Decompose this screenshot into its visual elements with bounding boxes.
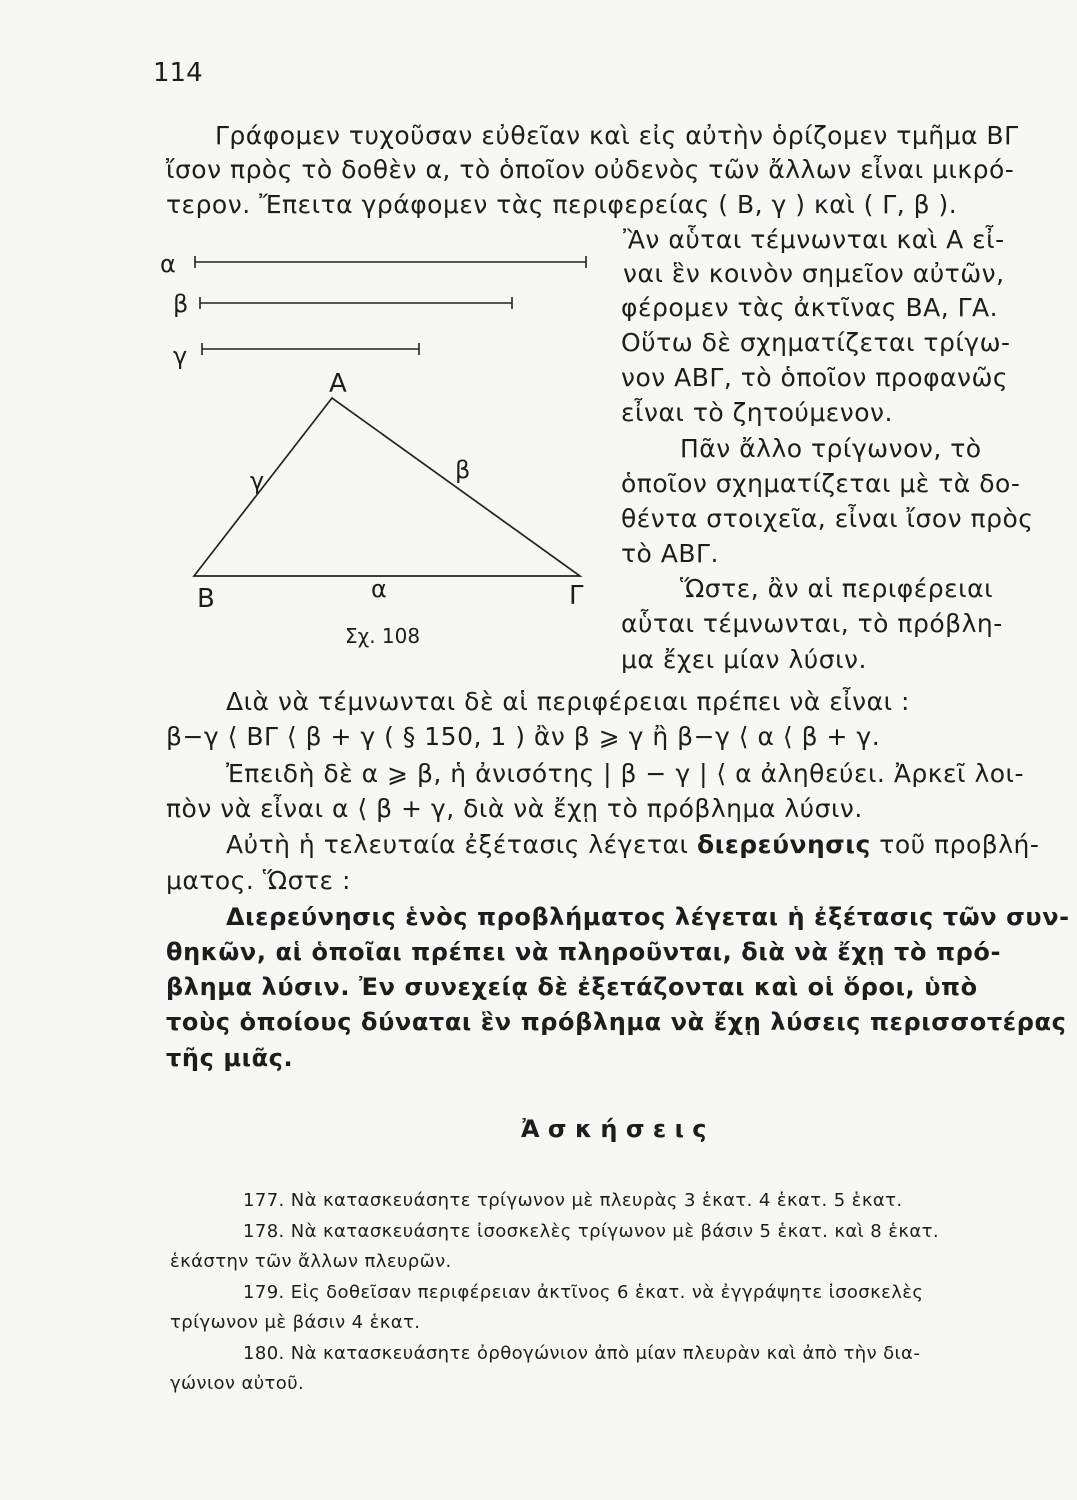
side-line: μα ἔχει μίαν λύσιν. [621, 645, 867, 674]
side-line: φέρομεν τὰς ἀκτῖνας ΒΑ, ΓΑ. [621, 293, 999, 322]
segment-label-alpha: α [160, 250, 176, 278]
definition-line: τῆς μιᾶς. [166, 1044, 294, 1072]
figure-108 [150, 245, 610, 665]
exercises-title: Ἀ σ κ ή σ ε ι ς [521, 1115, 707, 1143]
exercise-line: γώνιον αὐτοῦ. [170, 1373, 305, 1394]
side-line: θέντα στοιχεῖα, εἶναι ἴσον πρὸς [621, 504, 1034, 533]
exercise-line: 180. Νὰ κατασκευάσητε ὀρθογώνιον ἀπὸ μίαν πλευρὰν καὶ ἀπὸ τὴν δια- [243, 1343, 921, 1364]
figure-caption: Σχ. 108 [345, 624, 421, 648]
exercise-line: 179. Εἰς δοθεῖσαν περιφέρειαν ἀκτῖνος 6 ἑκατ. νὰ ἐγγράψητε ἰσοσκελὲς [243, 1282, 924, 1303]
side-label-gamma: γ [250, 467, 265, 495]
intro-line: τερον. Ἔπειτα γράφομεν τὰς περιφερείας ( Β, γ ) καὶ ( Γ, β ). [166, 190, 958, 219]
definition-line: Διερεύνησις ἑνὸς προβλήματος λέγεται ἡ ἐξέτασις τῶν συν- [226, 903, 1070, 931]
side-line: Ἂν αὗται τέμνωνται καὶ Α εἶ- [623, 225, 1005, 254]
side-label-beta: β [455, 456, 471, 484]
formula-line: β−γ ⟨ ΒΓ ⟨ β + γ ( § 150, 1 ) ἂν β ⩾ γ ἢ β−γ ⟨ α ⟨ β + γ. [166, 722, 881, 751]
side-label-alpha: α [371, 575, 387, 603]
definition-line: θηκῶν, αἱ ὁποῖαι πρέπει νὰ πληροῦνται, διὰ νὰ ἔχῃ τὸ πρό- [166, 938, 1002, 966]
definition-line: τοὺς ὁποίους δύναται ἓν πρόβλημα νὰ ἔχῃ λύσεις περισσοτέρας [166, 1008, 1067, 1036]
segment-label-gamma: γ [173, 342, 188, 370]
page-number: 114 [153, 58, 203, 88]
since-line: Ἐπειδὴ δὲ α ⩾ β, ἡ ἀνισότης | β − γ | ⟨ α ἀληθεύει. Ἀρκεῖ λοι- [226, 759, 1025, 788]
analysis-line [226, 830, 1039, 859]
side-line: ναι ἓν κοινὸν σημεῖον αὐτῶν, [623, 259, 1005, 288]
analysis-text: τοῦ προβλή- [870, 830, 1040, 859]
side-line: νον ΑΒΓ, τὸ ὁποῖον προφανῶς [621, 363, 1009, 392]
segment-beta [200, 297, 512, 309]
side-line: αὗται τέμνωνται, τὸ πρόβλη- [621, 609, 1003, 638]
intro-line: Γράφομεν τυχοῦσαν εὐθεῖαν καὶ εἰς αὐτὴν ὁρίζομεν τμῆμα ΒΓ [215, 121, 1019, 150]
exercise-line: 178. Νὰ κατασκευάσητε ἰσοσκελὲς τρίγωνον μὲ βάσιν 5 ἑκατ. καὶ 8 ἑκατ. [243, 1221, 940, 1242]
segment-label-beta: β [173, 290, 189, 318]
side-line: Ὥστε, ἂν αἱ περιφέρειαι [680, 574, 994, 603]
intro-line: ἴσον πρὸς τὸ δοθὲν α, τὸ ὁποῖον οὐδενὸς τῶν ἄλλων εἶναι μικρό- [166, 155, 1015, 184]
side-line: τὸ ΑΒΓ. [621, 539, 719, 568]
vertex-g-label: Γ [569, 581, 584, 611]
segment-alpha [195, 256, 586, 268]
exercise-line: 177. Νὰ κατασκευάσητε τρίγωνον μὲ πλευρὰς 3 ἑκατ. 4 ἑκατ. 5 ἑκατ. [243, 1190, 903, 1211]
vertex-b-label: Β [197, 584, 215, 614]
exercise-line: τρίγωνον μὲ βάσιν 4 ἑκατ. [170, 1312, 421, 1333]
vertex-a-label: Α [329, 369, 347, 399]
exercise-line: ἑκάστην τῶν ἄλλων πλευρῶν. [170, 1251, 452, 1272]
analysis-text: Αὐτὴ ἡ τελευταία ἐξέτασις λέγεται [226, 830, 697, 859]
side-line: Πᾶν ἄλλο τρίγωνον, τὸ [680, 434, 982, 463]
analysis-line: ματος. Ὥστε : [166, 866, 351, 895]
side-line: εἶναι τὸ ζητούμενον. [621, 398, 893, 427]
segment-gamma [202, 343, 419, 355]
side-line: ὁποῖον σχηματίζεται μὲ τὰ δο- [621, 469, 1021, 498]
side-line: Οὕτω δὲ σχηματίζεται τρίγω- [621, 328, 1011, 357]
analysis-term: διερεύνησις [696, 830, 871, 859]
since-line: πὸν νὰ εἶναι α ⟨ β + γ, διὰ νὰ ἔχῃ τὸ πρόβλημα λύσιν. [166, 794, 863, 823]
definition-line: βλημα λύσιν. Ἐν συνεχείᾳ δὲ ἐξετάζονται καὶ οἱ ὅροι, ὑπὸ [166, 973, 978, 1001]
condition-line: Διὰ νὰ τέμνωνται δὲ αἱ περιφέρειαι πρέπει νὰ εἶναι : [226, 687, 910, 716]
